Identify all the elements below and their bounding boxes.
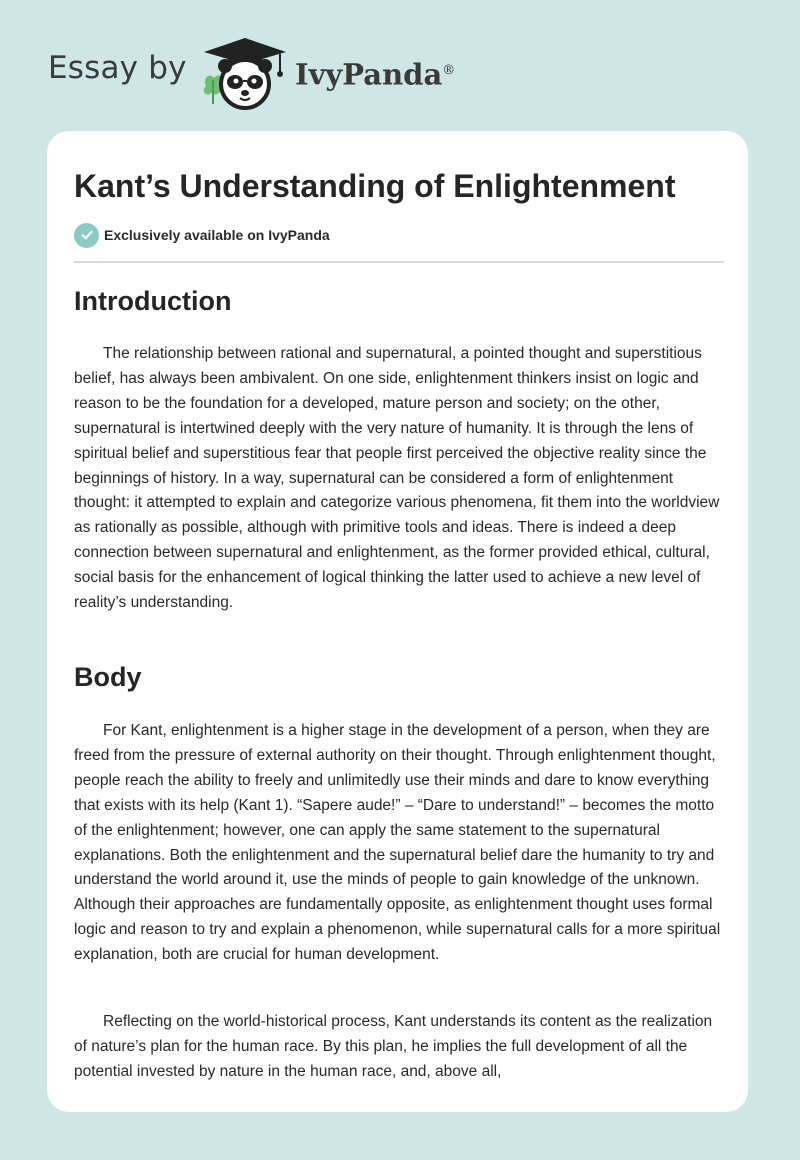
- site-header: [0, 0, 800, 128]
- brand-prefix: Essay by: [48, 50, 187, 86]
- paragraph-body-2: Reflecting on the world-historical process, Kant understands its content as the realization of nature’s plan for the human race. By this plan, he implies the full development of all the potential invested by nature in the human race, and, above all,: [74, 1013, 713, 1080]
- paragraph-body-1: For Kant, enlightenment is a higher stage in the development of a person, when they are freed from the pressure of external authority on their thought. Through enlightenment thought, people reach the ability to freely and unlimitedly use their minds and dare to know everything that exists with its help (Kant 1). “Sapere aude!” – “Dare to understand!” – becomes the motto of the enlightenment; however, one can apply the same statement to the supernatural explanations. Both the enlightenment and the supernatural belief dare the humanity to try and understand the world around it, use the minds of people to gain knowledge of the unknown. Although their approaches are fundamentally opposite, as enlightenment thought uses formal logic and reason to try and explain a phenomenon, while supernatural calls for a more spiritual explanation, both are crucial for human development.: [74, 722, 721, 964]
- exclusive-notice: [74, 222, 330, 248]
- panda-logo-icon: [200, 34, 290, 110]
- registered-mark: ®: [442, 63, 456, 78]
- check-badge-icon: [74, 223, 99, 248]
- exclusive-label: Exclusively available on IvyPanda: [104, 227, 330, 243]
- brand-name[interactable]: IvyPanda®: [295, 57, 456, 92]
- section-heading-body: Body: [74, 662, 142, 692]
- paragraph-introduction-1: The relationship between rational and supernatural, a pointed thought and superstitious belief, has always been ambivalent. On one side, enlightenment thinkers insist on logic and reason to be the foundation for a developed, mature person and society; on the other, supernatural is intertwined deeply with the very nature of humanity. It is through the lens of spiritual belief and superstitious fear that people first perceived the objective reality since the beginnings of history. In a way, supernatural can be considered a form of enlightenment thought: it attempted to explain and categorize various phenomena, fit them into the worldview as rationally as possible, although with primitive tools and ideas. There is indeed a deep connection between supernatural and enlightenment, as the former provided ethical, cultural, social basis for the enhancement of logical thinking the latter used to achieve a new level of reality’s understanding.: [74, 345, 720, 612]
- essay-title: Kant’s Understanding of Enlightenment: [74, 168, 676, 204]
- essay-card: [47, 131, 748, 1112]
- section-heading-introduction: Introduction: [74, 286, 232, 316]
- title-divider: [74, 261, 724, 263]
